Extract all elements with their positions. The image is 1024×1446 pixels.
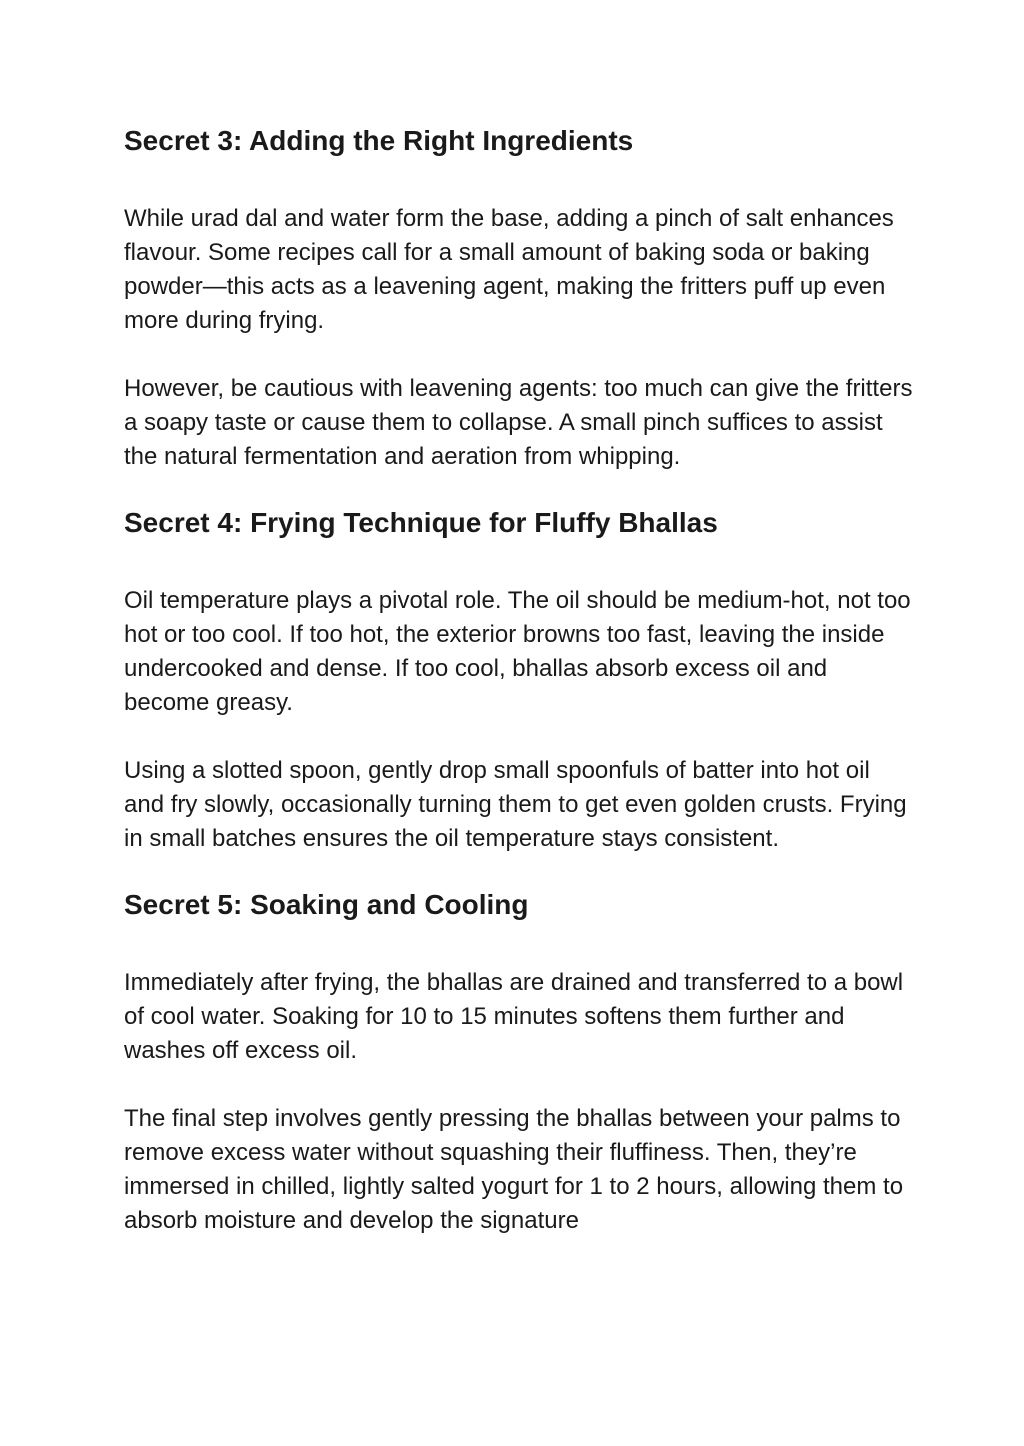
- paragraph: While urad dal and water form the base, adding a pinch of salt enhances flavour. Some recipes call for a small amount of baking soda or baking powder—this acts as a leavening agent, making the fritters puff up even more during frying.: [124, 205, 894, 334]
- paragraph: Oil temperature plays a pivotal role. The oil should be medium-hot, not too hot or too cool. If too hot, the exterior browns too fast, leaving the inside undercooked and dense. If too cool, bhallas absorb excess oil and become greasy.: [124, 587, 911, 716]
- section-heading-secret-3: Secret 3: Adding the Right Ingredients: [124, 125, 634, 156]
- paragraph: Immediately after frying, the bhallas are drained and transferred to a bowl of cool water. Soaking for 10 to 15 minutes softens them further and washes off excess oil.: [124, 969, 904, 1064]
- document-body: [124, 122, 914, 1238]
- section-heading-secret-5: Secret 5: Soaking and Cooling: [124, 889, 529, 920]
- paragraph: However, be cautious with leavening agents: too much can give the fritters a soapy taste or cause them to collapse. A small pinch suffices to assist the natural fermentation and aeration from whipping.: [124, 375, 913, 470]
- section-heading-secret-4: Secret 4: Frying Technique for Fluffy Bhallas: [124, 507, 718, 538]
- paragraph: Using a slotted spoon, gently drop small spoonfuls of batter into hot oil and fry slowly, occasionally turning them to get even golden crusts. Frying in small batches ensures the oil temperature stays consistent.: [124, 757, 907, 852]
- paragraph: The final step involves gently pressing the bhallas between your palms to remove excess water without squashing their fluffiness. Then, they’re immersed in chilled, lightly salted yogurt for 1 to 2 hours, allowing them to absorb moisture and develop the signature: [124, 1105, 904, 1234]
